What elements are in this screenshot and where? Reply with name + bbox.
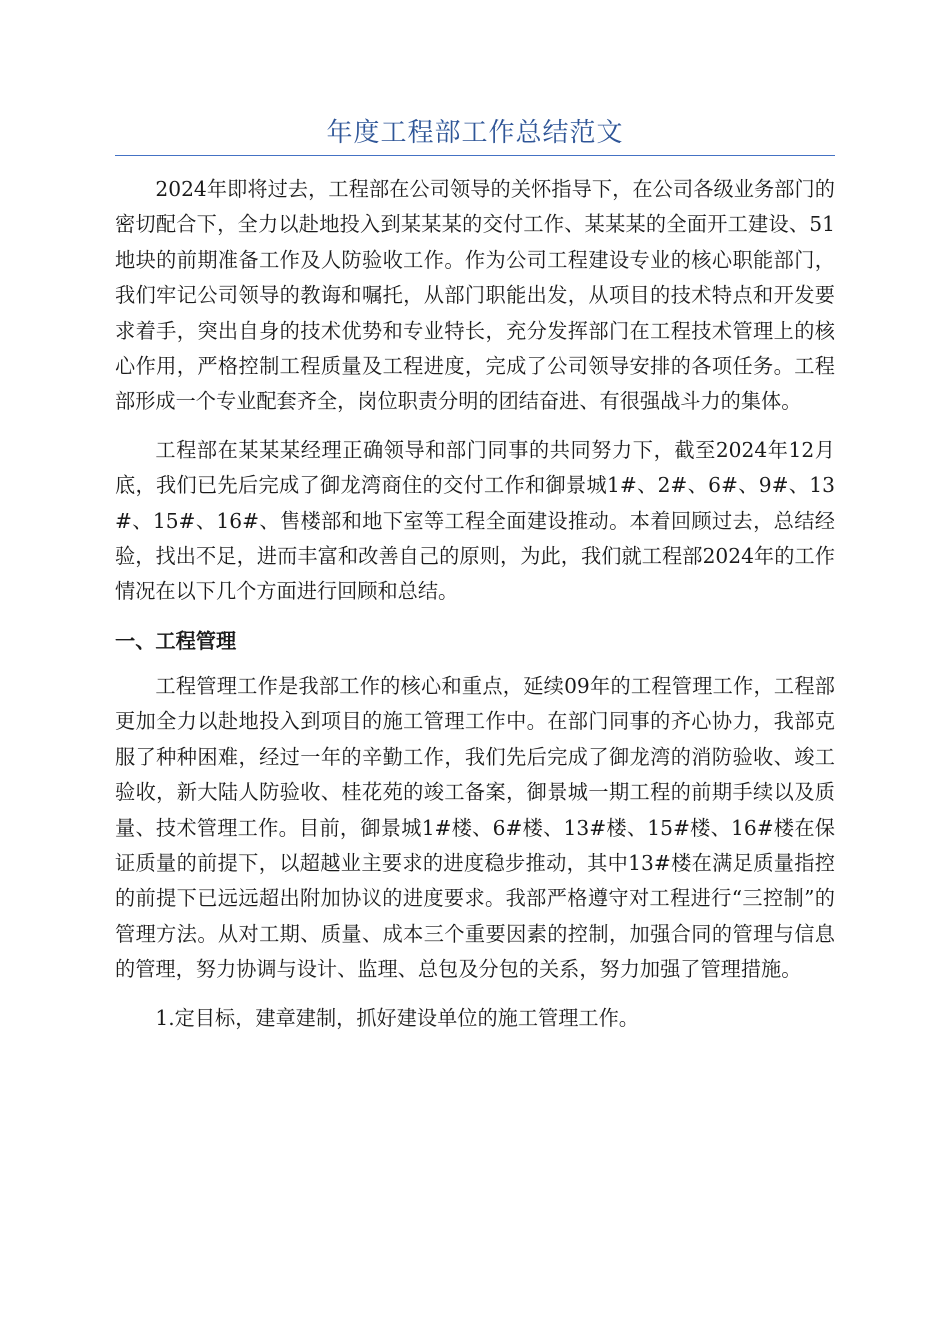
document-body — [115, 172, 835, 1036]
section1-paragraph: 工程管理工作是我部工作的核心和重点，延续09年的工程管理工作，工程部更加全力以赴地投入到项目的施工管理工作中。在部门同事的齐心协力，我部克服了种种困难，经过一年的辛勤工作，我们先后完成了御龙湾的消防验收、竣工验收，新大陆人防验收、桂花苑的竣工备案，御景城一期工程的前期手续以及质量、技术管理工作。目前，御景城1#楼、6#楼、13#楼、15#楼、16#楼在保证质量的前提下，以超越业主要求的进度稳步推动，其中13#楼在满足质量指控的前提下已远远超出附加协议的进度要求。我部严格遵守对工程进行“三控制”的管理方法。从对工期、质量、成本三个重要因素的控制，加强合同的管理与信息的管理，努力协调与设计、监理、总包及分包的关系，努力加强了管理措施。 — [115, 673, 835, 982]
title-underline — [115, 155, 835, 156]
section-heading-engineering-management: 一、工程管理 — [115, 628, 237, 653]
intro-paragraph-2: 工程部在某某某经理正确领导和部门同事的共同努力下，截至2024年12月底，我们已先后完成了御龙湾商住的交付工作和御景城1#、2#、6#、9#、13#、15#、16#、售楼部和地下室等工程全面建设推动。本着回顾过去，总结经验，找出不足，进而丰富和改善自己的原则，为此，我们就工程部2024年的工作情况在以下几个方面进行回顾和总结。 — [115, 437, 835, 604]
document-title: 年度工程部工作总结范文 — [326, 118, 624, 148]
intro-paragraph-1: 2024年即将过去，工程部在公司领导的关怀指导下，在公司各级业务部门的密切配合下，全力以赴地投入到某某某的交付工作、某某某的全面开工建设、51地块的前期准备工作及人防验收工作。作为公司工程建设专业的核心职能部门，我们牢记公司领导的教诲和嘱托，从部门职能出发，从项目的技术特点和开发要求着手，突出自身的技术优势和专业特长，充分发挥部门在工程技术管理上的核心作用，严格控制工程质量及工程进度，完成了公司领导安排的各项任务。工程部形成一个专业配套齐全，岗位职责分明的团结奋进、有很强战斗力的集体。 — [115, 177, 835, 414]
section1-item-1: 1.定目标，建章建制，抓好建设单位的施工管理工作。 — [155, 1005, 639, 1030]
